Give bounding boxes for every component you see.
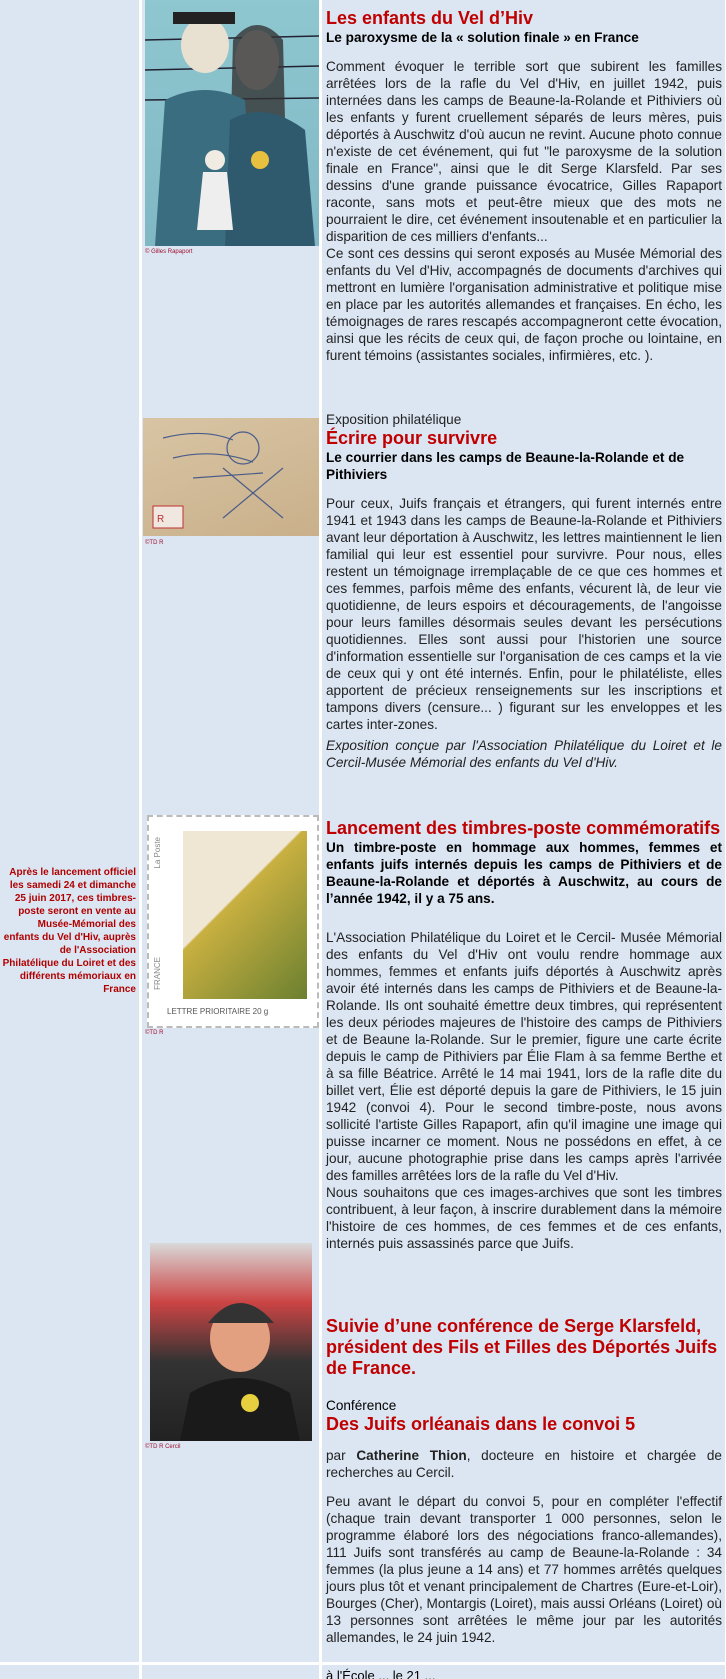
section-subtitle: Le paroxysme de la « solution finale » en France [326,30,639,45]
section-conference [326,1316,722,1646]
section-kicker: Exposition philatélique [326,412,462,427]
section-title: Lancement des timbres-poste commémoratifs [326,818,721,838]
section-title: Les enfants du Vel d’Hiv [326,8,534,28]
section-vel-dhiv [326,8,722,364]
section-kicker: Conférence [326,1398,397,1413]
paragraph: Peu avant le départ du convoi 5, pour en compléter l'effectif (chaque train devant transporter 1 000 personnes, selon le programme élaboré lors des négociations franco-allemandes), 111 Juifs sont transférés au camp de Beaune-la-Rolande : 34 femmes (la plus jeune a 14 ans) et 77 hommes arrêtés quelques jours plus tôt et venant principalement de Chartres (Eure-et-Loir), Bourges (Cher), Montargis (Loiret), mais aussi Orléans (Loiret) où 13 personnes sont arrêtées le même jour par les autorités allemandes, le 24 juin 1942. [326,1494,722,1645]
next-row-text: à l'École ... le 21 ... [322,1665,725,1679]
paragraph: Comment évoquer le terrible sort que subirent les familles arrêtées lors de la rafle du Vel d'Hiv, en juillet 1942, puis internées dans les camps de Beaune-la-Rolande et Pithiviers où les enfants y furent cruellement séparés de leurs mères, puis déportés à Auschwitz d'où aucun ne revint. Aucune photo connue n'existe de cet événement, qui fut "le paroxysme de la solution finale en France", ainsi que le dit Serge Klarsfeld. Par ses dessins d'une grande puissance évocatrice, Gilles Rapaport raconte, sans mots et peut-être mieux que des mots ne pourraient le dire, cet événement insoutenable et en particulier la disparition de ces milliers d'enfants... [326,59,722,244]
section-subtitle: Un timbre-poste en hommage aux hommes, femmes et enfants juifs internés depuis les camps de Pithiviers et de Beaune-la-Rolande et déportés à Auschwitz, au cours de l’année 1942, il y a 75 ans. [326,840,722,906]
paragraph: Nous souhaitons que ces images-archives que sont les timbres contribuent, à leur façon, à inscrire durablement dans la mémoire l'histoire de ces hommes, de ces femmes et de ces enfants, internés puis assassinés parce que Juifs. [326,1185,722,1251]
speaker-desc: , docteure en histoire et chargée de recherches au Cercil. [326,1448,722,1480]
sidebar-note: Après le lancement officiel les samedi 24 et dimanche 25 juin 2017, ces timbres-poste seront en vente au Musée-Mémorial des enfants du Vel d'Hiv, auprès de l'Association Philatélique du Loiret et des différents mémoriaux en France [2,867,136,995]
next-row-left [0,1665,139,1679]
left-column [0,0,139,1662]
stamp-image [147,815,319,1028]
stamp-label: LETTRE PRIORITAIRE 20 g [167,1007,269,1016]
credit-1: © Gilles Rapaport [145,249,193,255]
credit-2: ©TD R [145,540,164,546]
section-ecrire [326,411,722,771]
paragraph: L'Association Philatélique du Loiret et le Cercil- Musée Mémorial des enfants du Vel d'Hiv ont voulu rendre hommage aux hommes, femmes et enfants juifs déportés à Auschwitz après avoir été internés dans les camps de Pithiviers et de Beaune-la-Rolande. Ils ont souhaité émettre deux timbres, qui représentent les deux périodes majeures de l'histoire des camps de Pithiviers et de Beaune la-Rolande. Sur le premier, figure une carte écrite depuis le camp de Pithiviers par Élie Flam à sa femme Berthe et à sa fille Béatrice. Arrêté le 14 mai 1941, lors de la rafle dite du billet vert, Élie est déporté depuis la gare de Pithiviers, le 15 juin 1942 (convoi 4). Pour le second timbre-poste, nous avons sollicité l'artiste Gilles Rapaport, afin qu'il imagine une image qui puisse incarner ce moment. Nous ne possédons en effet, à ce jour, aucune photographie prise dans les camps après l'arrivée des familles arrêtées lors de la rafle du Vel d'Hiv. [326,930,722,1183]
paragraph: Pour ceux, Juifs français et étrangers, qui furent internés entre 1941 et 1943 dans les camps de Beaune-la-Rolande et Pithiviers avant leur déportation à Auschwitz, les lettres maintiennent le lien familial qui leur est essentiel pour survivre. Pour nous, elles restent un témoignage irremplaçable de ce que ces hommes et ces femmes, parfois même des enfants, vécurent là, de leur vie quotidienne, de leurs espoirs et découragements, de l'angoisse pour leurs familles désormais seules devant les persécutions quotidiennes. Elles sont aussi pour l'historien une source d'information essentielle sur l'organisation de ces camps et la vie de ceux qui y ont été internés. Enfin, pour le philatéliste, elles apportent de précieux renseignements sur les inscriptions et tampons divers (censure... ) figurant sur les enveloppes et les cartes inter-zones. [326,496,722,732]
section-title: Suivie d’une conférence de Serge Klarsfeld, président des Fils et Filles des Déportés Juifs de France. [326,1316,718,1378]
credit-4: ©TD R Cercil [145,1444,181,1450]
svg-text:R: R [157,514,165,525]
klarsfeld-photo [150,1243,312,1441]
section-title: Écrire pour survivre [326,428,498,448]
envelope-image [143,418,319,536]
section-timbres [326,818,722,1252]
vel-dhiv-illustration [145,0,319,246]
stamp-side-text: La Poste [153,837,162,869]
paragraph: Ce sont ces dessins qui seront exposés au Musée Mémorial des enfants du Vel d'Hiv, accompagnés de documents d'archives qui mettront en lumière l'organisation administrative et politique mise en place par les autorités allemandes et françaises. En écho, les témoignages de rares rescapés accompagneront cette évocation, ainsi que les récits de ceux qui, de façon proche ou lointaine, en furent témoins (assistantes sociales, infirmières, etc. ). [326,246,722,363]
by-prefix: par [326,1448,357,1463]
conference-title: Des Juifs orléanais dans le convoi 5 [326,1414,636,1434]
credit-3: ©TD R [145,1030,164,1036]
section-subtitle: Le courrier dans les camps de Beaune-la-Rolande et de Pithiviers [326,450,685,482]
speaker-name: Catherine Thion [356,1448,467,1463]
next-row-mid [142,1665,319,1679]
stamp-country: FRANCE [153,957,162,990]
paragraph: Exposition conçue par l'Association Philatélique du Loiret et le Cercil-Musée Mémorial des enfants du Vel d'Hiv. [326,738,722,770]
